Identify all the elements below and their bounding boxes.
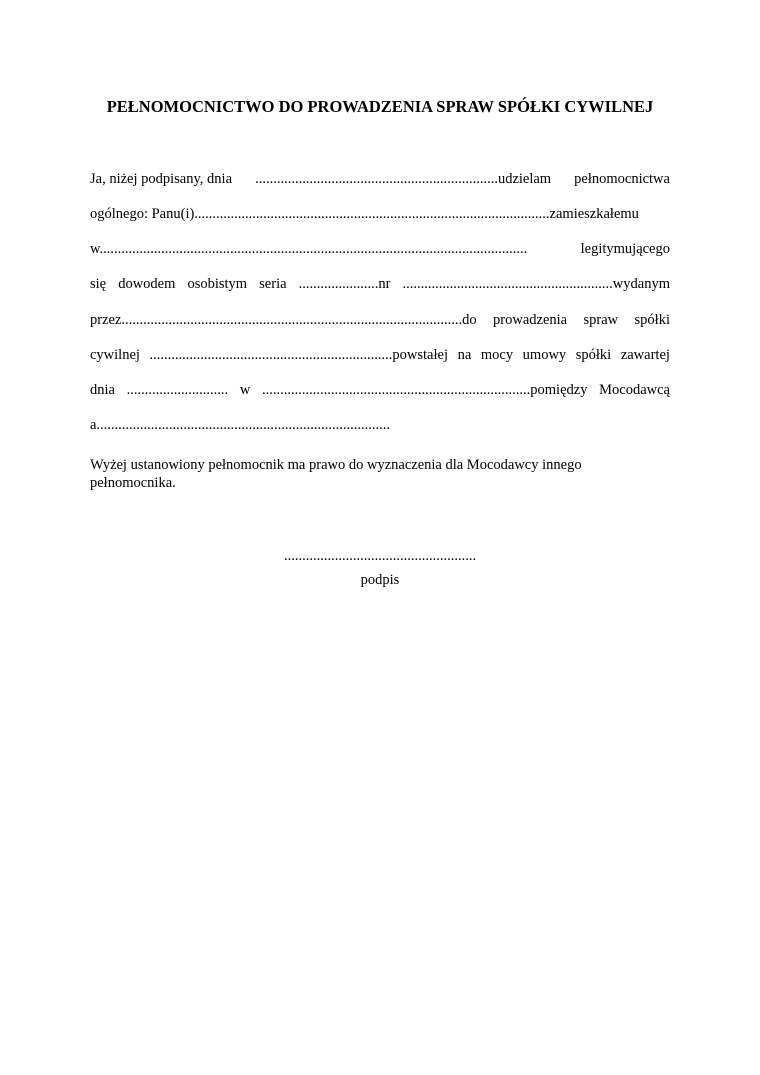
line-segment: dowodem [118, 276, 176, 292]
body-line-6 [90, 346, 670, 364]
line-segment: dnia [90, 382, 115, 398]
line-segment: a................................................................................. [90, 417, 391, 433]
line-segment: osobistym [187, 276, 248, 292]
line-segment: Mocodawcą [599, 382, 670, 398]
line-segment: Ja, niżej podpisany, dnia [90, 171, 233, 187]
line-segment: spraw [583, 312, 619, 328]
line-segment: spółki [634, 312, 670, 328]
body-line-1 [90, 170, 670, 188]
authority-paragraph: Wyżej ustanowiony pełnomocnik ma prawo do wyznaczenia dla Mocodawcy innego pełnomocnika. [90, 457, 582, 491]
line-segment: przez..............................................................................................do [90, 312, 477, 328]
line-segment: się [90, 276, 107, 292]
signature-line: ..................................................... [283, 548, 477, 564]
line-segment: ......................nr [298, 276, 391, 292]
line-segment: ...................................................................powstałej [149, 347, 448, 363]
line-segment: ..........................................................wydanym [402, 276, 670, 292]
body-line-3 [90, 240, 670, 258]
body-line-5 [90, 311, 670, 329]
line-segment: pełnomocnictwa [574, 171, 670, 187]
line-segment: w [239, 382, 251, 398]
signature-label: podpis [360, 572, 400, 588]
body-line-8 [90, 416, 670, 434]
line-segment: ..........................................................................pomiędzy [262, 382, 588, 398]
line-segment: ...................................................................udzielam [255, 171, 552, 187]
document-title: PEŁNOMOCNICTWO DO PROWADZENIA SPRAW SPÓŁKI CYWILNEJ [106, 97, 654, 116]
body-line-4 [90, 275, 670, 293]
line-segment: spółki [575, 347, 612, 363]
body-line-2 [90, 205, 670, 223]
line-segment: ............................ [126, 382, 229, 398]
body-line-7 [90, 381, 670, 399]
line-segment: zawartej [620, 347, 670, 363]
line-segment: prowadzenia [493, 312, 568, 328]
line-segment: mocy [480, 347, 514, 363]
line-segment: cywilnej [90, 347, 140, 363]
line-segment: ogólnego: Panu(i)..................................................................................................zamieszkałemu [90, 206, 639, 222]
line-segment: legitymującego [580, 241, 670, 257]
line-segment: seria [259, 276, 287, 292]
line-segment: na [457, 347, 472, 363]
line-segment: umowy [522, 347, 567, 363]
line-segment: w...................................................................................................................... [90, 241, 528, 257]
